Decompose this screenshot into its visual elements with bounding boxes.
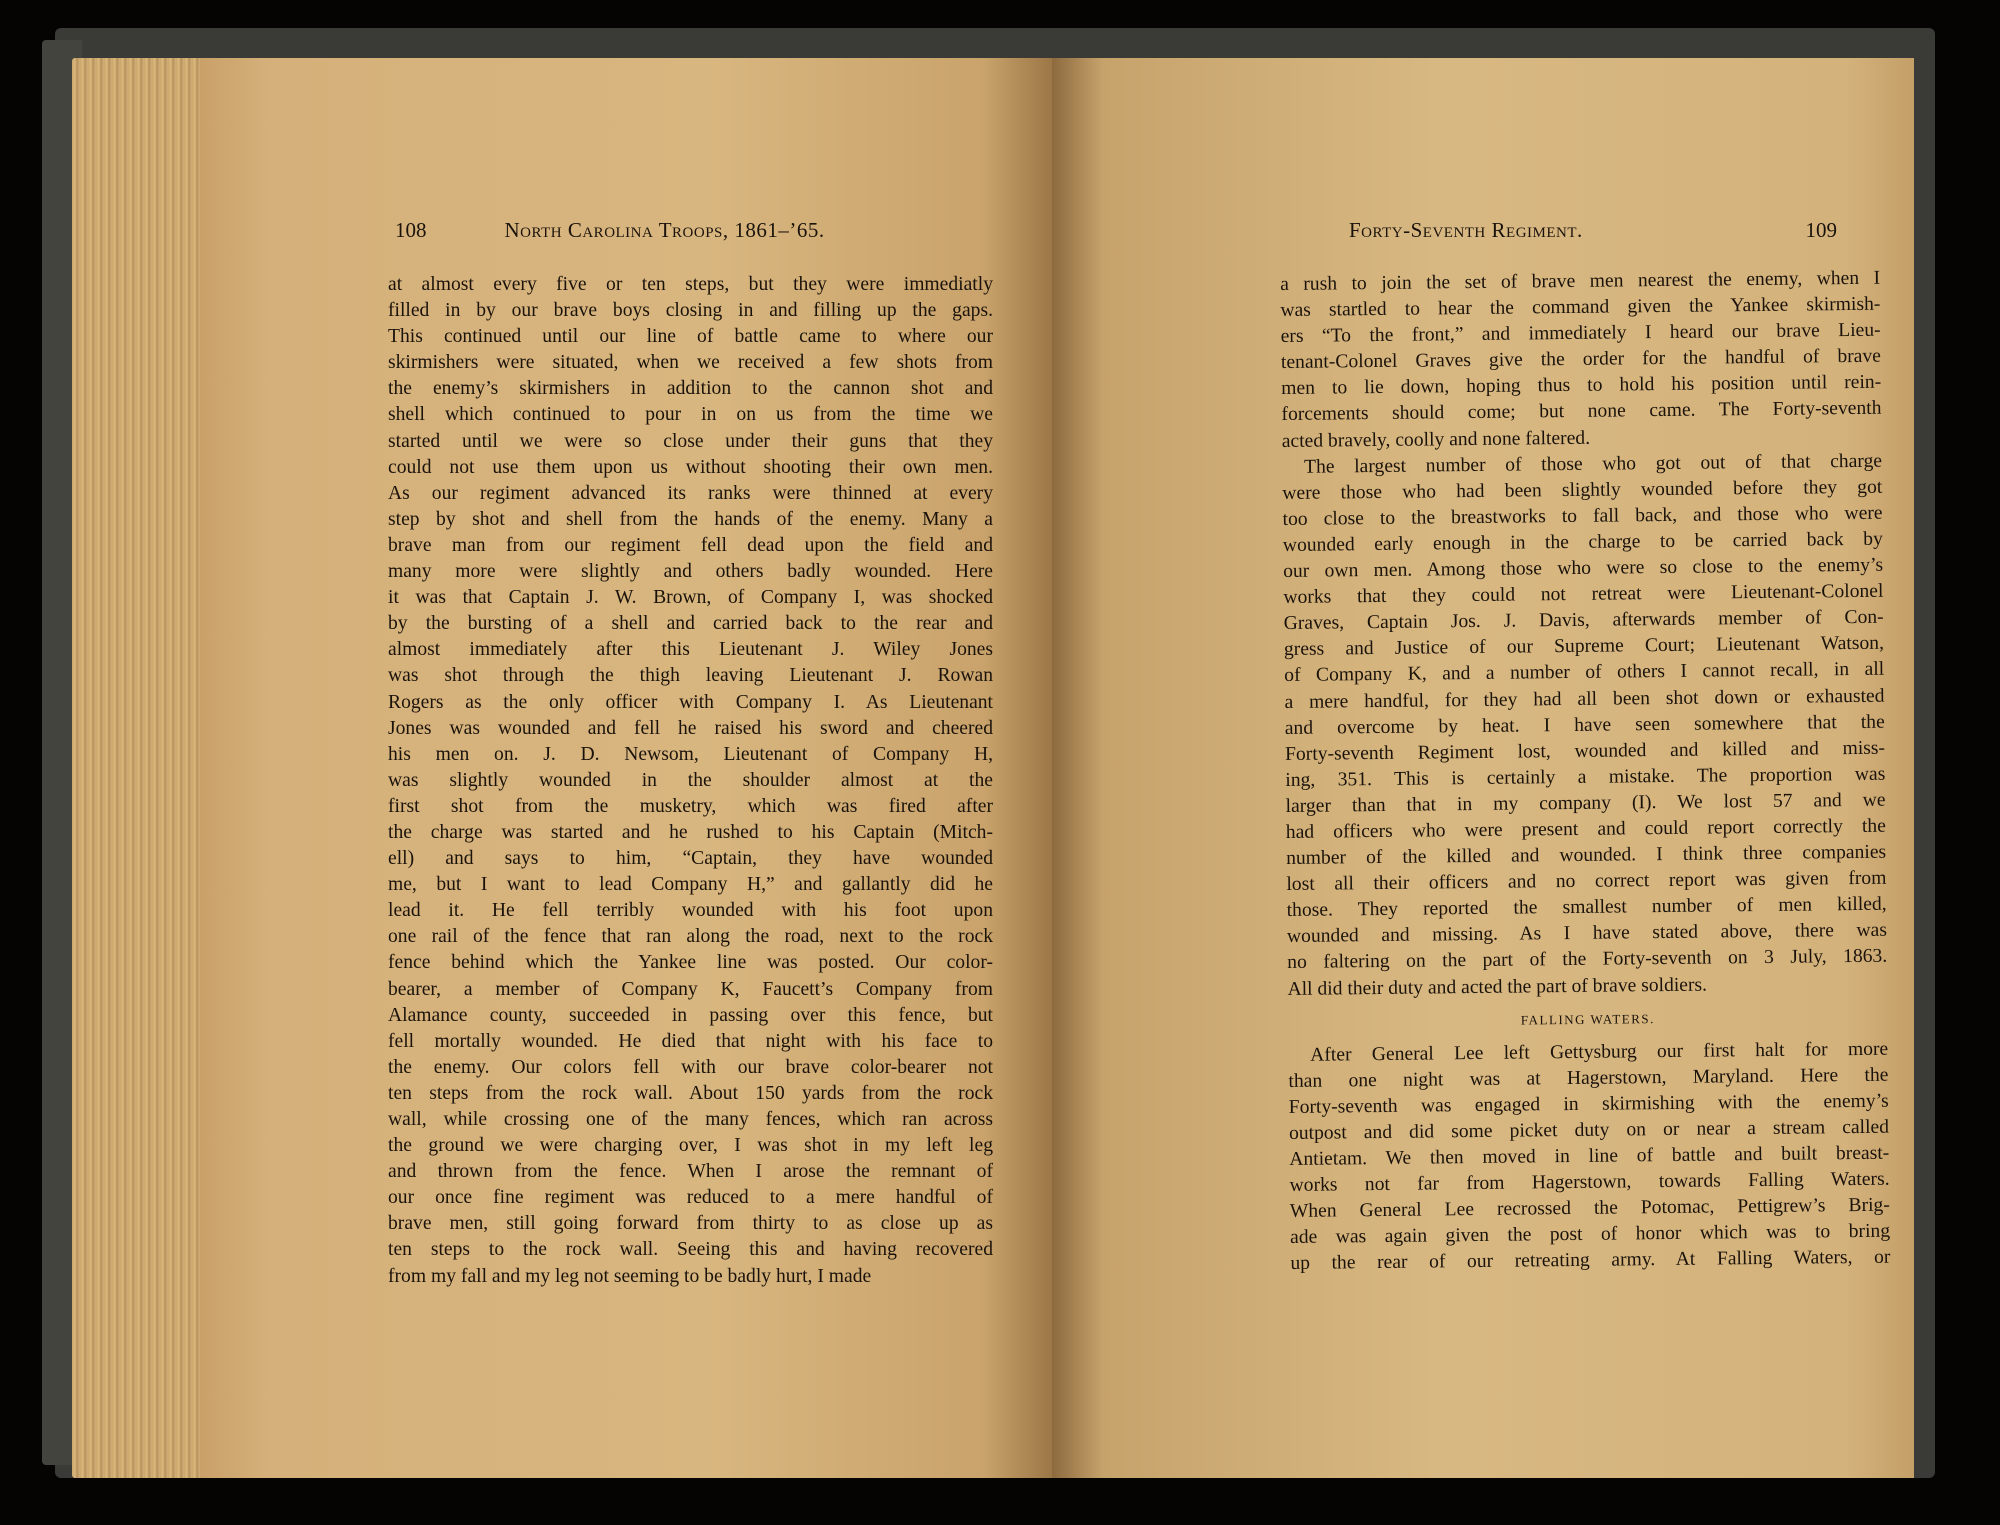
text-line: number of the killed and wounded. I think three companies (1286, 841, 1887, 870)
text-line: wounded early enough in the charge to be carried back by (1282, 528, 1883, 556)
text-line: ade was again given the post of honor which was to bring (1290, 1220, 1891, 1249)
text-line: fell mortally wounded. He died that night with his face to (388, 1030, 993, 1052)
text-line: from my fall and my leg not seeming to be badly hurt, I made (388, 1265, 872, 1287)
right-page-text-before (1280, 266, 1888, 1003)
text-line: one rail of the fence that ran along the road, next to the rock (388, 926, 993, 948)
text-line: ten steps to the rock wall. Seeing this and having recovered (388, 1239, 993, 1261)
text-line: no faltering on the part of the Forty-seventh on 3 July, 1863. (1287, 946, 1888, 974)
text-line: acted bravely, coolly and none faltered. (1281, 427, 1591, 452)
text-line: the charge was started and he rushed to his Captain (Mitch- (388, 821, 993, 843)
text-line: Forty-seventh was engaged in skirmishing with the enemy’s (1288, 1090, 1889, 1118)
right-page (1052, 58, 1914, 1478)
text-line: outpost and did some picket duty on or near a stream called (1288, 1116, 1890, 1144)
text-line: filled in by our brave boys closing in and filling up the gaps. (388, 300, 993, 322)
text-line: bearer, a member of Company K, Faucett’s Company from (388, 978, 993, 1000)
text-line: Rogers as the only officer with Company I. As Lieutenant (388, 691, 993, 713)
text-line: step by shot and shell from the hands of the enemy. Many a (388, 508, 993, 530)
text-line: the enemy’s skirmishers in addition to the cannon shot and (388, 378, 993, 400)
text-line: skirmishers were situated, when we received a few shots from (388, 352, 993, 374)
text-line: his men on. J. D. Newsom, Lieutenant of Company H, (388, 743, 993, 765)
text-line: fence behind which the Yankee line was posted. Our color- (388, 952, 993, 974)
text-line: larger than that in my company (I). We lost 57 and we (1285, 789, 1886, 817)
text-line: those. They reported the smallest number of men killed, (1286, 893, 1887, 922)
text-line: could not use them upon us without shooting their own men. (388, 456, 993, 478)
text-line: Jones was wounded and fell he raised his sword and cheered (388, 717, 993, 739)
text-line: When General Lee recrossed the Potomac, Pettigrew’s Brig- (1289, 1194, 1890, 1223)
text-line: our own men. Among those who were so close to the enemy’s (1283, 554, 1884, 583)
text-line: the ground we were charging over, I was shot in my left leg (388, 1135, 993, 1157)
right-page-text-after (1288, 1036, 1890, 1277)
text-line: works not far from Hagerstown, towards Falling Waters. (1289, 1168, 1890, 1197)
text-line: it was that Captain J. W. Brown, of Company I, was shocked (388, 587, 993, 609)
text-line: ers “To the front,” and immediately I heard our brave Lieu- (1280, 319, 1881, 348)
text-line: Graves, Captain Jos. J. Davis, afterwards member of Con- (1283, 606, 1884, 635)
text-line: was shot through the thigh leaving Lieutenant J. Rowan (388, 665, 993, 687)
text-line: Alamance county, succeeded in passing over this fence, but (388, 1004, 993, 1026)
text-line: by the bursting of a shell and carried back to the rear and (388, 613, 993, 635)
text-line: wounded and missing. As I have stated above, there was (1286, 920, 1888, 948)
text-line: was slightly wounded in the shoulder almost at the (388, 769, 993, 791)
text-line: our once fine regiment was reduced to a mere handful of (388, 1187, 993, 1209)
text-line: ell) and says to him, “Captain, they have wounded (388, 848, 993, 870)
text-line: men to lie down, hoping thus to hold his position until rein- (1281, 372, 1882, 400)
page-number: 109 (1805, 218, 1837, 242)
text-line: had officers who were present and could report correctly the (1285, 815, 1886, 843)
text-line: and overcome by heat. I have seen somewhere that the (1284, 711, 1885, 739)
text-line: too close to the breastworks to fall back, and those who were (1282, 502, 1883, 530)
text-line: brave men, still going forward from thirty to as close up as (388, 1213, 993, 1235)
book-spread (200, 58, 1915, 1478)
text-line: almost immediately after this Lieutenant J. Wiley Jones (388, 639, 993, 661)
text-line: The largest number of those who got out of that charge (1303, 450, 1883, 478)
left-page (200, 58, 1052, 1478)
page-number: 108 (395, 218, 427, 242)
text-line: of Company K, and a number of others I cannot recall, in all (1284, 659, 1885, 687)
text-line: were those who had been slightly wounded before they got (1282, 476, 1883, 504)
text-line: first shot from the musketry, which was fired after (388, 795, 993, 817)
text-line: me, but I want to lead Company H,” and gallantly did he (388, 874, 993, 896)
text-line: at almost every five or ten steps, but they were immediatly (388, 274, 993, 295)
left-page-header (395, 218, 995, 258)
text-line: lead it. He fell terribly wounded with his foot upon (388, 900, 993, 922)
text-line: lost all their officers and no correct report was given from (1286, 867, 1887, 896)
text-line: gress and Justice of our Supreme Court; Lieutenant Watson, (1283, 633, 1885, 661)
text-line: ing, 351. This is certainly a mistake. The proportion was (1285, 763, 1886, 791)
section-heading: FALLING WATERS. (1520, 1010, 1655, 1028)
text-line: As our regiment advanced its ranks were thinned at every (388, 482, 993, 504)
text-line: Antietam. We then moved in line of battle and built breast- (1289, 1142, 1890, 1170)
text-line: Forty-seventh Regiment lost, wounded and killed and miss- (1284, 737, 1886, 765)
text-line: This continued until our line of battle came to where our (388, 326, 993, 348)
text-line: shell which continued to pour in on us from the time we (388, 404, 993, 426)
running-head: Forty-Seventh Regiment. (1349, 218, 1583, 242)
text-line: many more were slightly and others badly wounded. Here (388, 561, 993, 583)
text-line: the enemy. Our colors fell with our brave color-bearer not (388, 1056, 993, 1078)
text-line: a mere handful, for they had all been shot down or exhausted (1284, 685, 1885, 713)
right-page-body (1280, 266, 1890, 1278)
text-line: started until we were so close under their guns that they (388, 430, 993, 452)
text-line: a rush to join the set of brave men nearest the enemy, when I (1280, 267, 1881, 295)
text-line: works that they could not retreat were Lieutenant-Colonel (1283, 580, 1884, 609)
text-line: tenant-Colonel Graves give the order for the handful of brave (1280, 345, 1882, 374)
text-line: All did their duty and acted the part of brave soldiers. (1287, 974, 1708, 1000)
text-line: forcements should come; but none came. The Forty-seventh (1281, 398, 1882, 426)
text-line: After General Lee left Gettysburg our first halt for more (1310, 1038, 1889, 1066)
text-line: and thrown from the fence. When I arose the remnant of (388, 1161, 993, 1183)
text-line: brave man from our regiment fell dead upon the field and (388, 534, 993, 556)
running-head: North Carolina Troops, 1861–’65. (504, 218, 825, 242)
right-page-header (1277, 218, 1837, 258)
text-line: up the rear of our retreating army. At Falling Waters, or (1290, 1247, 1891, 1275)
text-line: ten steps from the rock wall. About 150 yards from the rock (388, 1082, 993, 1104)
text-line: was startled to hear the command given the Yankee skirmish- (1280, 293, 1881, 322)
left-page-body (388, 272, 993, 1290)
text-line: wall, while crossing one of the many fences, which ran across (388, 1109, 993, 1130)
text-line: than one night was at Hagerstown, Maryland. Here the (1288, 1064, 1889, 1092)
